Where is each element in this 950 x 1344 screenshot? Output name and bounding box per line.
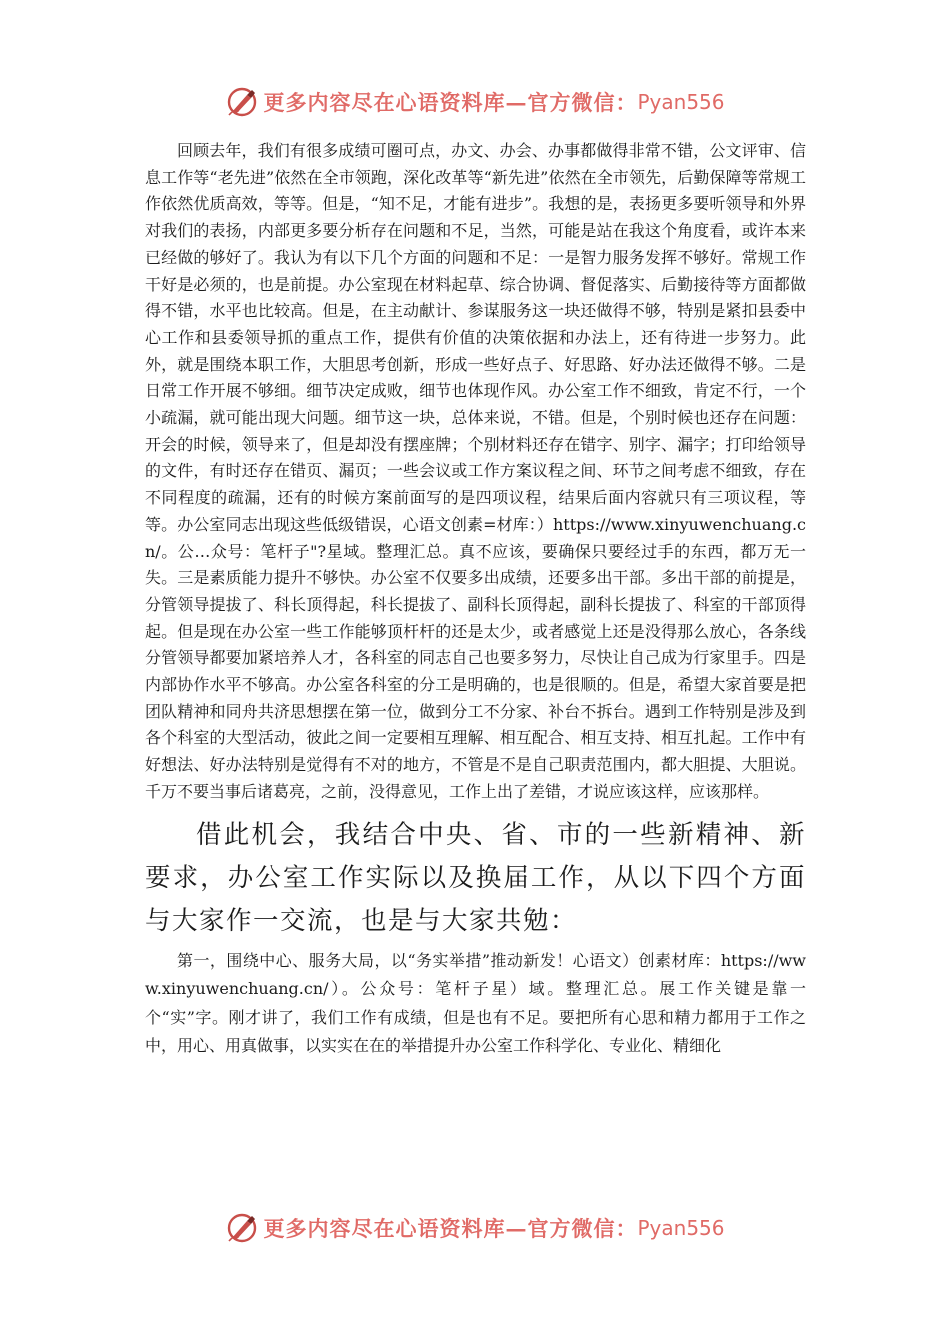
paragraph-review: 回顾去年，我们有很多成绩可圈可点，办文、办会、办事都做得非常不错，公文评审、信息工作等“老先进”依然在全市领跑，深化改革等“新先进”依然在全市领先，后勤保障等常规工作依然优质高效，等等。但是，“知不足，才能有进步”。我想的是，表扬更多要听领导和外界对我们的表扬，内部更多要分析存在问题和不足，当然，可能是站在我这个角度看，或许本来已经做的够好了。我认为有以下几个方面的问题和不足：一是智力服务发挥不够好。常规工作干好是必须的，也是前提。办公室现在材料起草、综合协调、督促落实、后勤接待等方面都做得不错，水平也比较高。但是，在主动献计、参谋服务这一块还做得不够，特别是紧扣县委中心工作和县委领导抓的重点工作，提供有价值的决策依据和办法上，还有待进一步努力。此外，就是围绕本职工作，大胆思考创新，形成一些好点子、好思路、好办法还做得不够。二是日常工作开展不够细。细节决定成败，细节也体现作风。办公室工作不细致，肯定不行，一个小疏漏，就可能出现大问题。细节这一块，总体来说，不错。但是，个别时候也还存在问题：开会的时候，领导来了，但是却没有摆座牌；个别材料还存在错字、别字、漏字；打印给领导的文件，有时还存在错页、漏页；一些会议或工作方案议程之间、环节之间考虑不细致，存在不同程度的疏漏，还有的时候方案前面写的是四项议程，结果后面内容就只有三项议程，等等。办公室同志出现这些低级错误，心语文创素=材库：）https://www.xinyuwenchuang.cn/。公…众号：笔杆子"?星域。整理汇总。真不应该，要确保只要经过手的东西，都万无一失。三是素质能力提升不够快。办公室不仅要多出成绩，还要多出干部。多出干部的前提是，分管领导提拔了、科长顶得起，科长提拔了、副科长顶得起，副科长提拔了、科室的干部顶得起。但是现在办公室一些工作能够顶杆杆的还是太少，或者感觉上还是没得那么放心，各条线分管领导都要加紧培养人才，各科室的同志自己也要多努力，尽快让自己成为行家里手。四是内部协作水平不够高。办公室各科室的分工是明确的，也是很顺的。但是，希望大家首要是把团队精神和同舟共济思想摆在第一位，做到分工不分家、补台不拆台。遇到工作特别是涉及到各个科室的大型活动，彼此之间一定要相互理解、相互配合、相互支持、相互扎起。工作中有好想法、好办法特别是觉得有不对的地方，不管是不是自己职责范围内，都大胆提、大胆说。千万不要当事后诸葛亮，之前，没得意见，工作上出了差错，才说应该这样，应该那样。: [145, 141, 806, 801]
paragraph-transition: 借此机会，我结合中央、省、市的一些新精神、新要求，办公室工作实际以及换届工作，从以下四个方面与大家作一交流，也是与大家共勉：: [145, 819, 806, 936]
footer-banner: [0, 1208, 950, 1248]
header-banner: [0, 82, 950, 122]
pen-logo-icon: [225, 1211, 259, 1245]
wechat-id: Pyan556: [637, 90, 725, 114]
paragraph-first-point: 第一，围绕中心、服务大局，以“务实举措”推动新发！心语文）创素材库：https://www.xinyuwenchuang.cn/）。公众号：笔杆子星）域。整理汇总。展工作关键是靠一个“实”字。刚才讲了，我们工作有成绩，但是也有不足。要把所有心思和精力都用于工作之中，用心、用真做事，以实实在在的举措提升办公室工作科学化、专业化、精细化: [145, 950, 806, 1056]
document-body: [145, 138, 806, 1061]
pen-logo-icon: [225, 85, 259, 119]
banner-text: 更多内容尽在心语资料库—官方微信：: [263, 90, 638, 115]
wechat-id: Pyan556: [637, 1216, 725, 1240]
banner-text: 更多内容尽在心语资料库—官方微信：: [263, 1216, 638, 1241]
